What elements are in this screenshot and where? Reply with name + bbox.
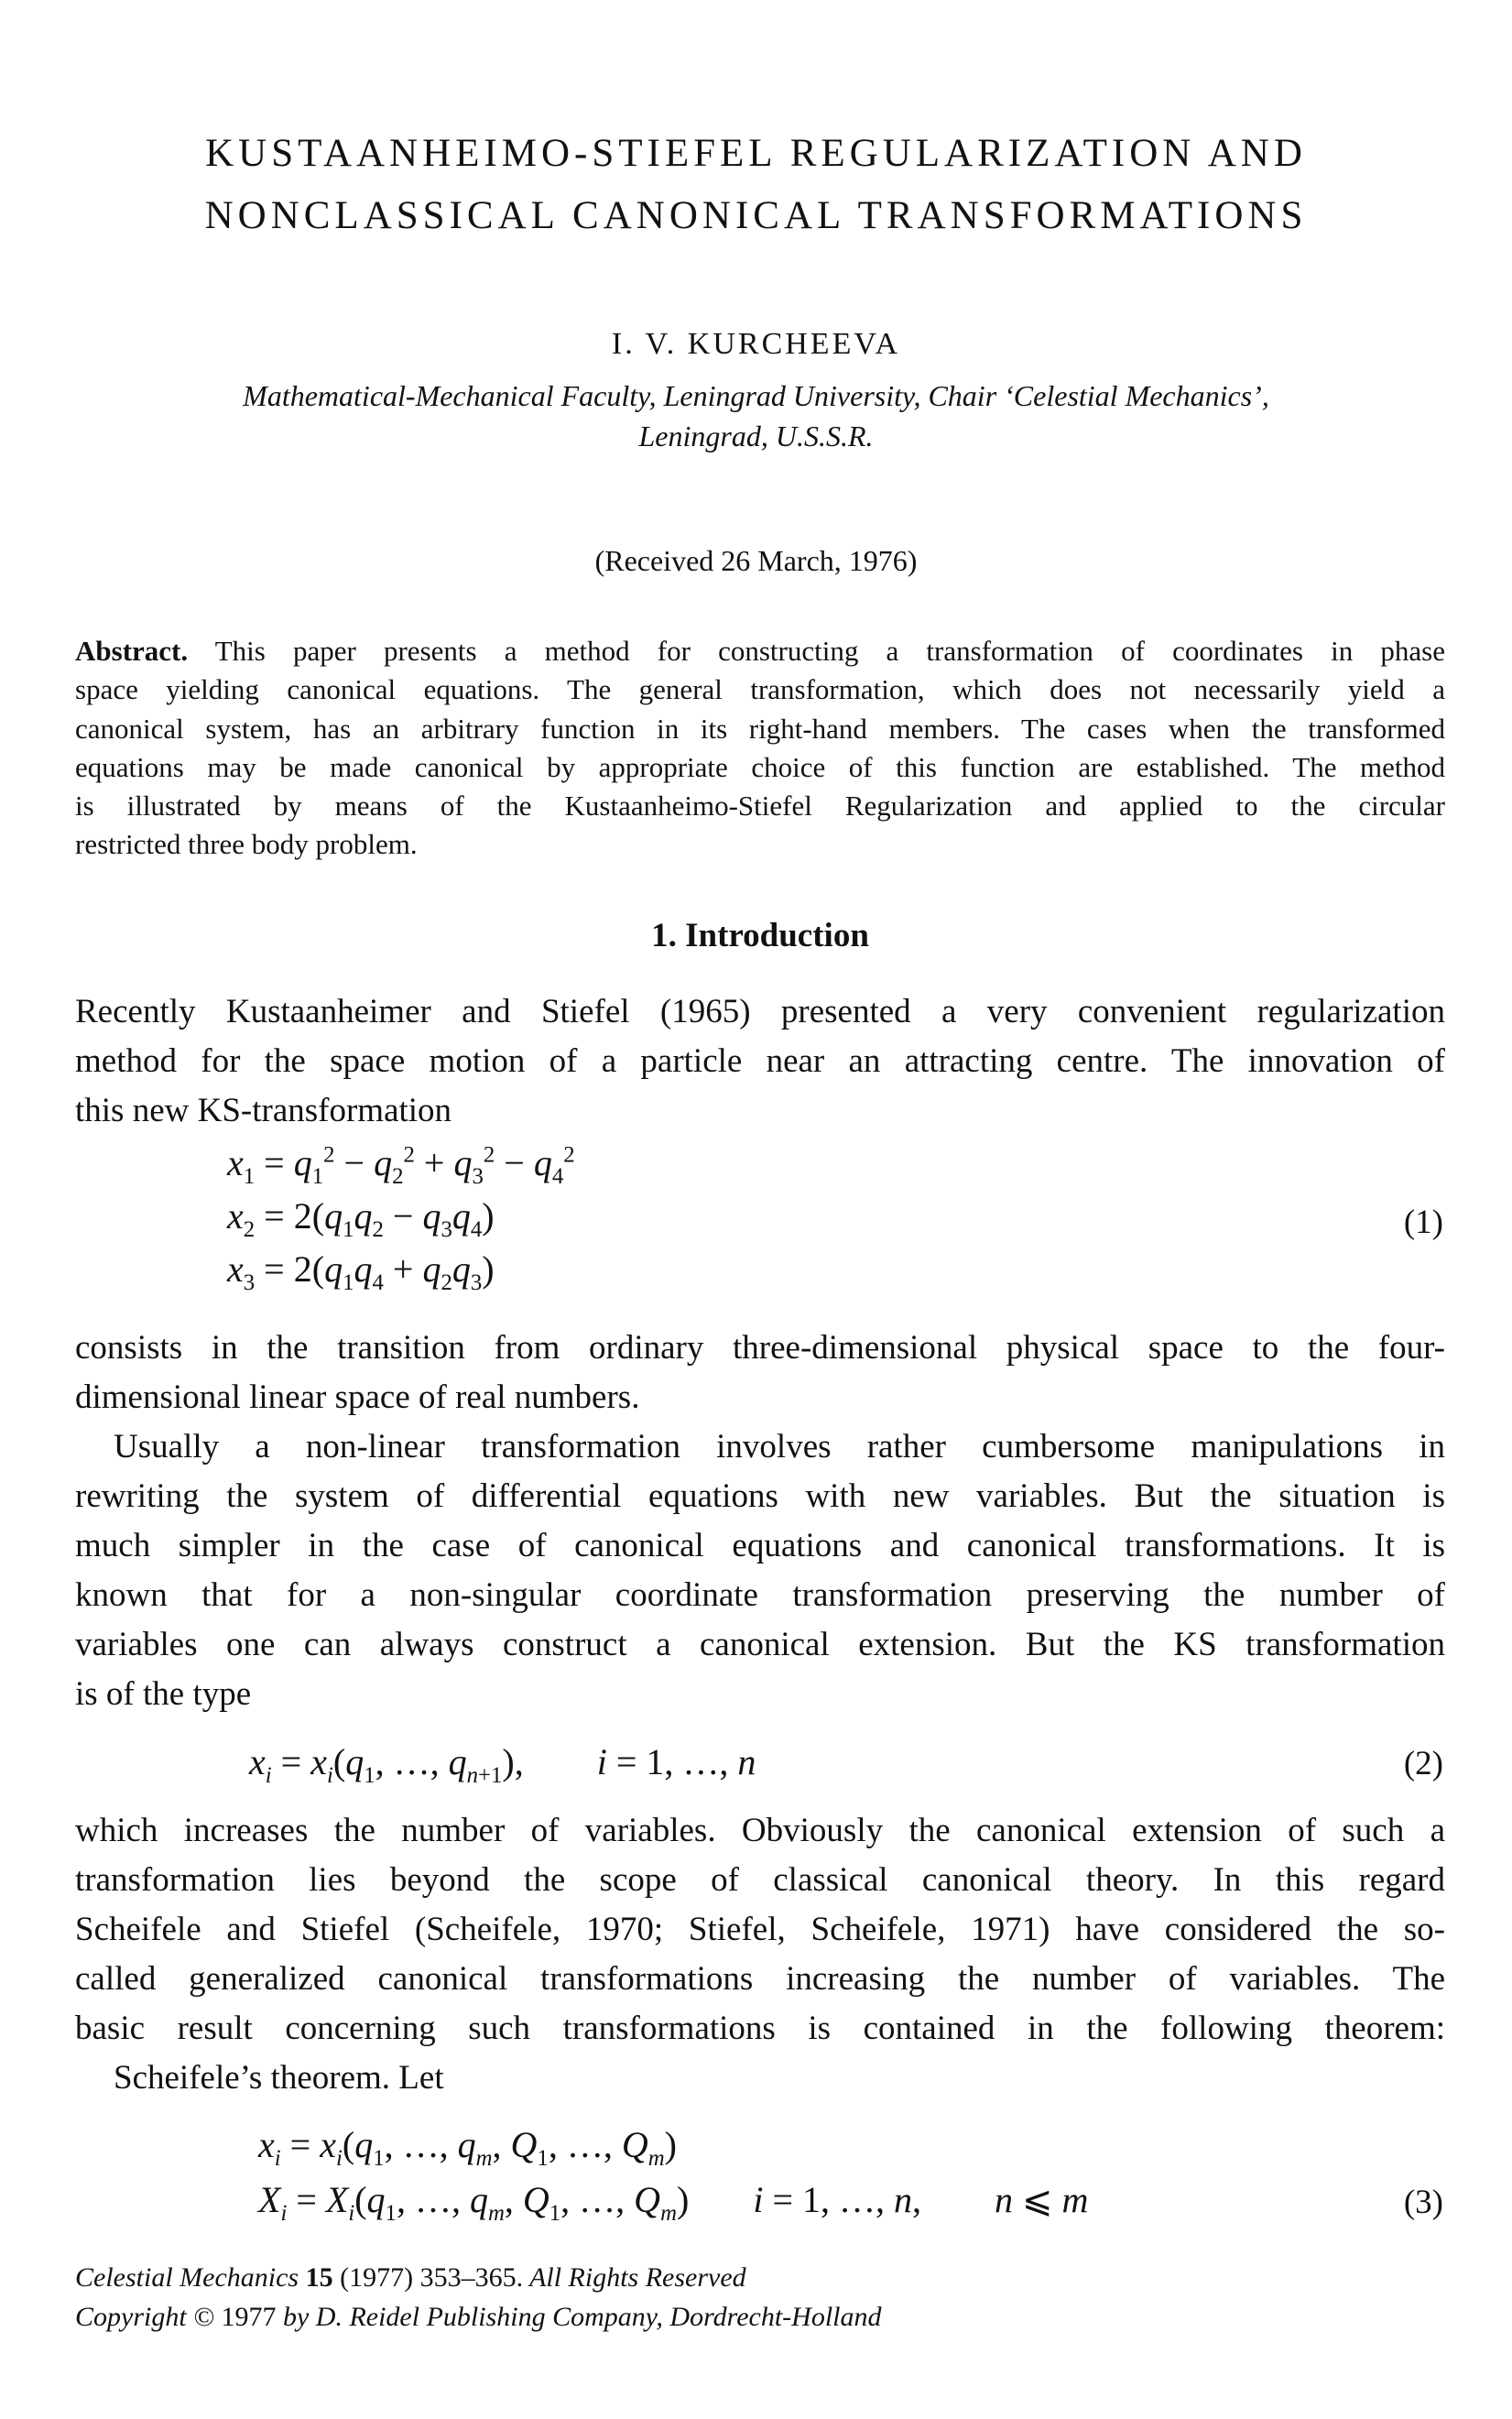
journal-citation [75,2262,746,2294]
abstract-line-1 [75,632,1445,670]
equation-3-number: (3) [1403,2184,1443,2221]
text-line: much simpler in the case of canonical equations and canonical transformations. It is [75,1527,1445,1564]
text-line: basic result concerning such transformations is contained in the following theorem: [75,2010,1445,2047]
affiliation-line-1: Mathematical-Mechanical Faculty, Leningrad University, Chair ‘Celestial Mechanics’, [243,379,1269,412]
copyright-year: 1977 [221,2302,277,2332]
equation-3-row-1: $x_i = x_i(q_1$, …, $q_m$, $Q_1$, …, $Q_m$) [258,2124,677,2171]
copyright-publisher: by D. Reidel Publishing Company, Dordrecht-Holland [282,2302,882,2332]
intro-paragraph-1 [75,987,1445,1136]
journal-volume: 15 [305,2262,333,2293]
section-heading: 1. Introduction [651,917,869,954]
intro-paragraph-3 [75,1422,1445,1719]
copyright-prefix: Copyright © [75,2302,214,2332]
journal-year-pages: (1977) 353–365. [340,2262,524,2293]
paper-title-line-1: KUSTAANHEIMO-STIEFEL REGULARIZATION AND [205,132,1307,175]
author-name: I. V. KURCHEEVA [611,327,901,361]
abstract-text: This paper presents a method for constructing a transformation of coordinates in phase [188,635,1445,667]
text-line: Scheifele and Stiefel (Scheifele, 1970; Stiefel, Scheifele, 1971) have considered the so- [75,1911,1445,1948]
intro-paragraph-4 [75,1806,1445,2054]
abstract-line-2: space yielding canonical equations. The general transformation, which does not necessarily yield a [75,673,1445,706]
equation-2-number: (2) [1403,1745,1443,1782]
text-line: rewriting the system of differential equations with new variables. But the situation is [75,1477,1445,1515]
abstract-line-5: is illustrated by means of the Kustaanheimo-Stiefel Regularization and applied to the circular [75,790,1445,823]
equation-3-row-2: $X_i = X_i(q_1$, …, $q_m$, $Q_1$, …, $Q_m$) i = 1, …, n, n ⩽ m [258,2179,1089,2226]
affiliation-line-2: Leningrad, U.S.S.R. [638,420,874,452]
abstract [75,632,1445,865]
rights-text: All Rights Reserved [529,2262,746,2293]
equation-1-number: (1) [1403,1204,1443,1241]
text-line: this new KS-transformation [75,1092,452,1129]
paper-title-line-2: NONCLASSICAL CANONICAL TRANSFORMATIONS [204,194,1308,237]
text-line: called generalized canonical transformations increasing the number of variables. The [75,1960,1445,1998]
text-line: method for the space motion of a particle near an attracting centre. The innovation of [75,1042,1445,1080]
abstract-line-4: equations may be made canonical by appropriate choice of this function are established. The method [75,750,1445,783]
text-line: which increases the number of variables. Obviously the canonical extension of such a [75,1812,1445,1849]
theorem-intro [75,2054,1445,2103]
equation-2: $x_i = x_i(q_1$, …, $q_{n+1}$), i = 1, …, n [249,1741,756,1788]
equation-1-row-1: $x_1 = q_1^2 - q_2^2 + q_3^2 - q_4^2$ [227,1142,575,1189]
equation-1-row-2: $x_2 = 2(q_1q_2 - q_3q_4)$ [227,1195,495,1242]
text-line: variables one can always construct a canonical extension. But the KS transformation [75,1626,1445,1663]
text-line: Usually a non-linear transformation involves rather cumbersome manipulations in [114,1428,1445,1466]
intro-paragraph-2 [75,1324,1445,1422]
received-date: (Received 26 March, 1976) [594,544,918,577]
abstract-label: Abstract. [75,635,189,667]
journal-name: Celestial Mechanics [75,2262,299,2293]
abstract-line-6: restricted three body problem. [75,828,418,861]
abstract-line-3: canonical system, has an arbitrary function in its right-hand members. The cases when the transformed [75,712,1445,745]
copyright-line [75,2302,882,2333]
equation-1-row-3: $x_3 = 2(q_1q_4 + q_2q_3)$ [227,1248,495,1295]
text-line: known that for a non-singular coordinate transformation preserving the number of [75,1576,1445,1614]
text-line: Scheifele’s theorem. Let [114,2059,444,2097]
text-line: consists in the transition from ordinary three-dimensional physical space to the four- [75,1329,1445,1367]
text-line: is of the type [75,1675,252,1713]
text-line: dimensional linear space of real numbers. [75,1378,640,1416]
text-line: transformation lies beyond the scope of classical canonical theory. In this regard [75,1861,1445,1899]
text-line: Recently Kustaanheimer and Stiefel (1965) presented a very convenient regularization [75,993,1445,1030]
